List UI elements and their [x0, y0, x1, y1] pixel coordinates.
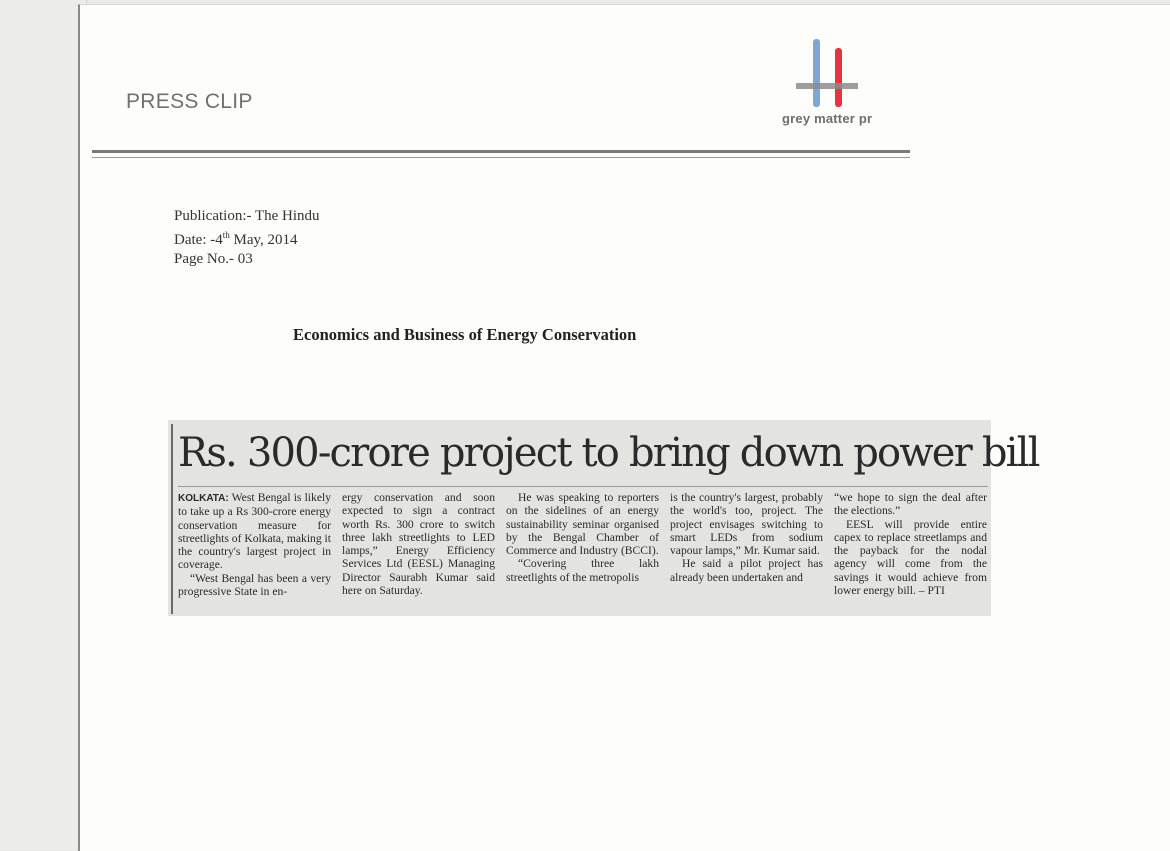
header-divider: [92, 150, 910, 153]
article-column-4: [670, 491, 823, 584]
article-column-1: [178, 491, 331, 598]
article-column-3: [506, 491, 659, 584]
headline-rule: [178, 486, 988, 487]
logo-left-bar: [813, 39, 820, 107]
article-headline: Rs. 300-crore project to bring down power bill: [178, 430, 1039, 476]
column-1-paragraph-1: [178, 491, 331, 572]
column-5-paragraph-2: EESL will provide entire capex to replace streetlamps and the payback for the nodal agency will come from the savings it would achieve from lower energy bill. – PTI: [834, 517, 987, 598]
article-dateline: KOLKATA:: [178, 493, 229, 504]
column-3-paragraph-2: “Covering three lakh streetlights of the metropolis: [506, 557, 659, 584]
column-1-paragraph-2: “West Bengal has been a very progressive State in en-: [178, 571, 331, 599]
logo-right-bar: [835, 48, 842, 107]
article-column-5: [834, 491, 987, 597]
article-column-2: [342, 491, 495, 597]
date-line: [174, 226, 320, 250]
column-2-paragraph-1: ergy conservation and soon expected to sign a contract worth Rs. 300 crore to switch three lakh streetlights to LED lamps,” Energy Efficiency Services Ltd (EESL) Managing Director Saurabh Kumar said here on Saturday.: [342, 491, 495, 598]
logo-wordmark: grey matter pr: [782, 111, 873, 126]
date-suffix: May, 2014: [229, 232, 298, 248]
publication-line: Publication:- The Hindu: [174, 208, 320, 224]
date-prefix: Date: -4: [174, 232, 223, 248]
press-clip-title: PRESS CLIP: [126, 90, 253, 113]
publication-info: [174, 207, 320, 269]
column-4-paragraph-2: He said a pilot project has already been undertaken and: [670, 557, 823, 584]
header-divider-thin: [92, 157, 910, 158]
page-number-line: Page No.- 03: [174, 251, 253, 267]
newspaper-clipping: [168, 420, 1039, 616]
column-3-paragraph-1: He was speaking to reporters on the sidelines of an energy sustainability seminar organised by the Bengal Chamber of Commerce and Industry (BCCI).: [506, 491, 659, 558]
logo-cross-bar: [796, 83, 858, 89]
date-ordinal: th: [222, 230, 230, 240]
column-1-text-1: West Bengal is likely to take up a Rs 300-crore energy conservation measure for streetlights of Kolkata, making it the country's largest project in coverage.: [178, 491, 331, 572]
clipping-edge: [171, 424, 173, 614]
column-4-paragraph-1: is the country's largest, probably the world's too, project. The project envisages switching to smart LEDs from sodium vapour lamps,” Mr. Kumar said.: [670, 491, 823, 558]
scanner-margin: [0, 0, 87, 850]
column-5-paragraph-1: “we hope to sign the deal after the elections.”: [834, 491, 987, 518]
section-title: Economics and Business of Energy Conservation: [293, 325, 637, 344]
